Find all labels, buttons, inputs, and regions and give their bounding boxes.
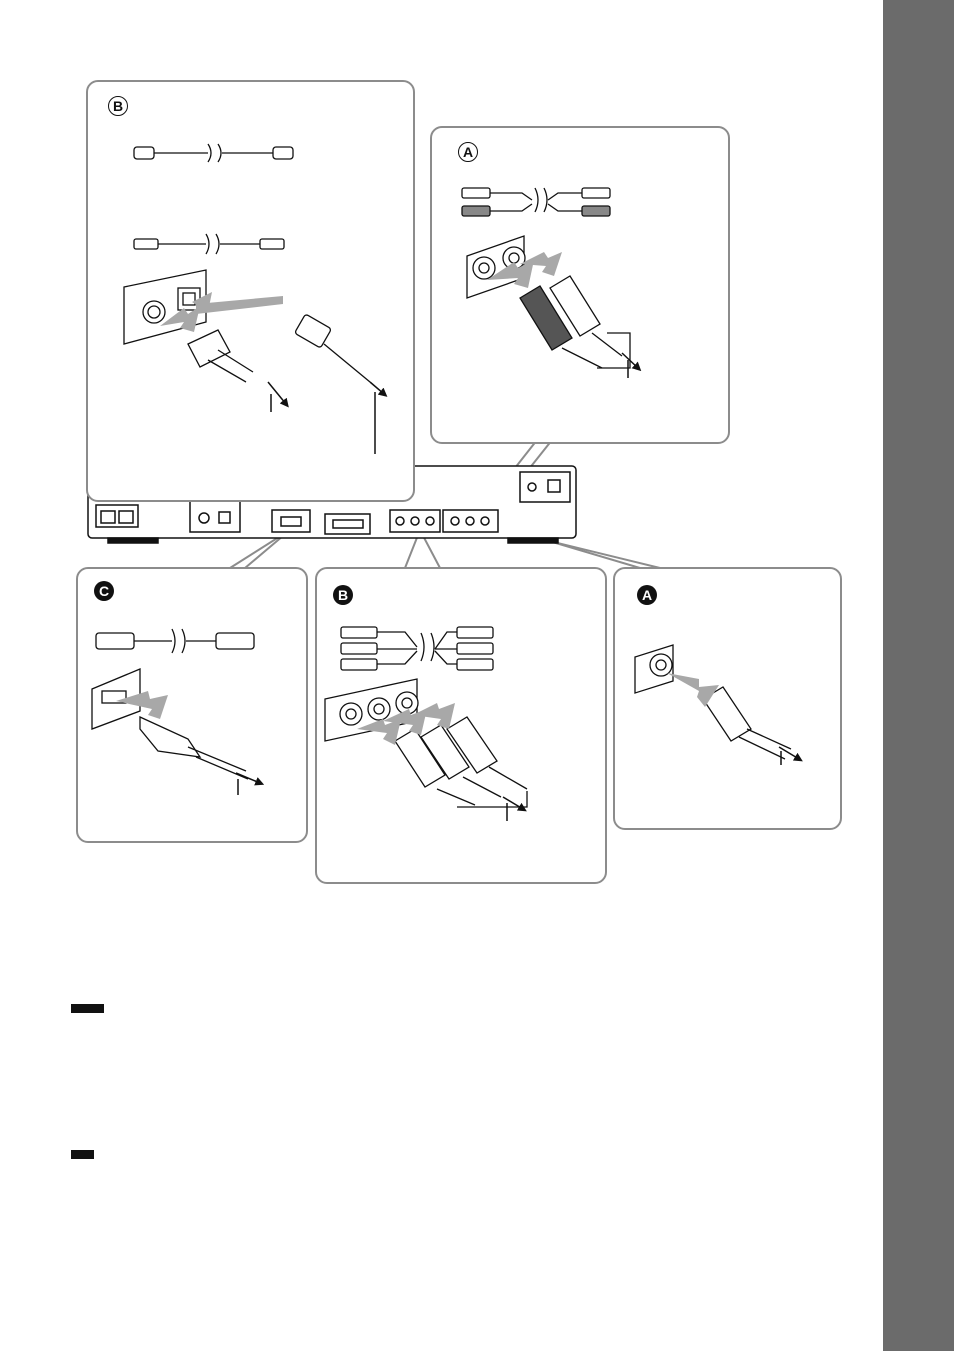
panel-badge-a-outline: A (458, 142, 478, 162)
note-marker-2 (71, 1150, 94, 1159)
audio-rca-illustration (432, 128, 728, 442)
panel-badge-b-outline: B (108, 96, 128, 116)
optical-coaxial-illustration (88, 82, 413, 500)
panel-bottom-middle (315, 567, 607, 884)
panel-badge-b-solid: B (333, 585, 353, 605)
note-marker-1 (71, 1004, 104, 1013)
component-video-illustration (317, 569, 605, 882)
hdmi-illustration (78, 569, 306, 841)
video-rca-illustration (615, 569, 840, 828)
panel-badge-a-solid: A (637, 585, 657, 605)
panel-top-left (86, 80, 415, 502)
panel-badge-c-solid: C (94, 581, 114, 601)
panel-top-right (430, 126, 730, 444)
panel-bottom-left (76, 567, 308, 843)
panel-bottom-right (613, 567, 842, 830)
